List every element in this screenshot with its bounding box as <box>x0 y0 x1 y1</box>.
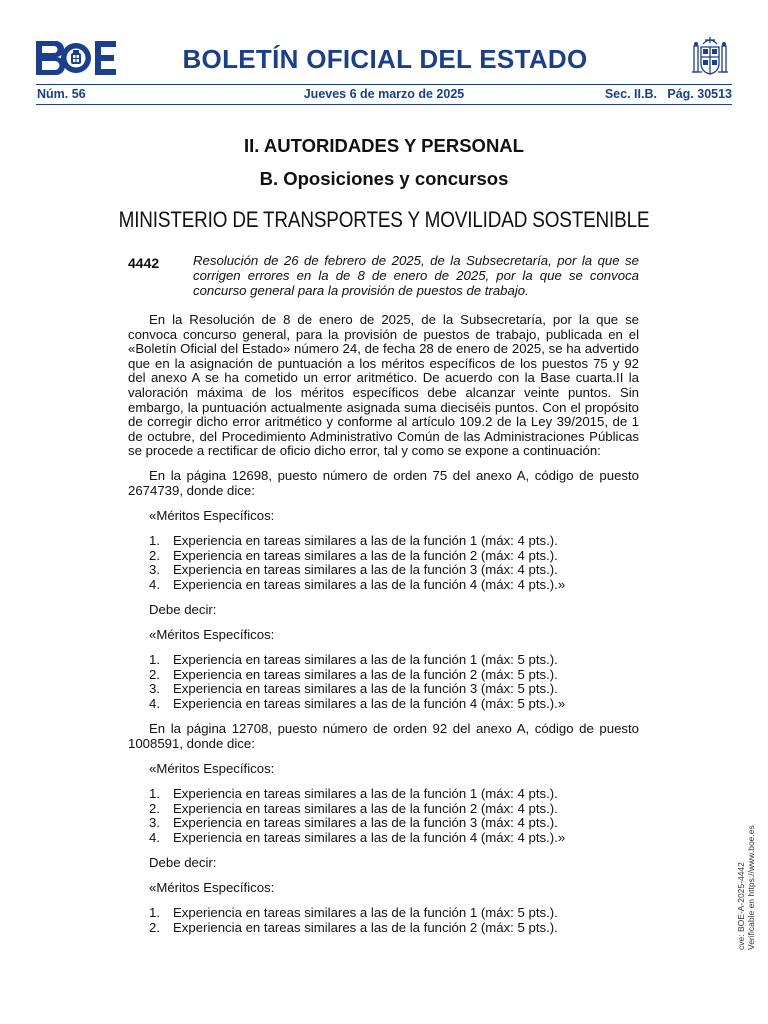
header-rule-top <box>36 84 732 85</box>
correction2-label-wrong: «Méritos Específicos: <box>149 760 275 776</box>
correction1-right-list <box>128 653 639 711</box>
issue-number: Núm. 56 <box>37 87 86 101</box>
cve-code: cve: BOE-A-2025-4442 <box>736 862 746 950</box>
masthead <box>36 38 734 82</box>
section-title: II. AUTORIDADES Y PERSONAL <box>244 135 524 156</box>
list-item: 1. Experiencia en tareas similares a las de la función 1 (máx: 4 pts.). <box>149 533 558 549</box>
list-item: 4. Experiencia en tareas similares a las de la función 4 (máx: 4 pts.).» <box>149 829 566 845</box>
list-item: 1. Experiencia en tareas similares a las de la función 1 (máx: 5 pts.). <box>149 652 558 668</box>
issue-date: Jueves 6 de marzo de 2025 <box>303 87 465 101</box>
correction2-wrong-list <box>128 787 639 845</box>
verify-link[interactable]: Verificable en https://www.boe.es <box>746 825 756 950</box>
list-item: 3. Experiencia en tareas similares a las de la función 3 (máx: 5 pts.). <box>149 681 558 697</box>
correction1-label-right: «Méritos Específicos: <box>149 627 275 643</box>
header-rule-bottom <box>36 104 732 105</box>
list-item: 2. Experiencia en tareas similares a las de la función 2 (máx: 5 pts.). <box>149 919 558 935</box>
correction1-wrong-list <box>128 534 639 592</box>
list-item: 3. Experiencia en tareas similares a las de la función 3 (máx: 4 pts.). <box>149 815 558 831</box>
section-subtitle: B. Oposiciones y concursos <box>259 168 509 189</box>
list-item: 2. Experiencia en tareas similares a las de la función 2 (máx: 5 pts.). <box>149 666 558 682</box>
section-page: Sec. II.B. Pág. 30513 <box>604 87 732 101</box>
ministry-title: MINISTERIO DE TRANSPORTES Y MOVILIDAD SOSTENIBLE <box>118 207 650 232</box>
correction2-label-right: «Méritos Específicos: <box>149 879 275 895</box>
correction2-intro: En la página 12708, puesto número de orden 92 del anexo A, código de puesto 1008591, donde dice: <box>128 721 639 751</box>
document-body <box>128 313 639 946</box>
list-item: 2. Experiencia en tareas similares a las de la función 2 (máx: 4 pts.). <box>149 800 558 816</box>
verification-sidebar <box>736 690 756 950</box>
correction1-intro: En la página 12698, puesto número de orden 75 del anexo A, código de puesto 2674739, donde dice: <box>128 468 639 499</box>
list-item: 1. Experiencia en tareas similares a las de la función 1 (máx: 4 pts.). <box>149 785 558 801</box>
correction2-should-say: Debe decir: <box>149 854 217 870</box>
list-item: 1. Experiencia en tareas similares a las de la función 1 (máx: 5 pts.). <box>149 905 558 920</box>
list-item: 4. Experiencia en tareas similares a las de la función 4 (máx: 5 pts.).» <box>149 696 566 712</box>
disposition-number: 4442 <box>128 255 160 271</box>
publication-title: BOLETÍN OFICIAL DEL ESTADO <box>182 44 588 74</box>
disposition-title: Resolución de 26 de febrero de 2025, de la Subsecretaría, por la que se corrigen errores en la de 8 de enero de 2025, por la que se convoca concurso general para la provisión de puestos de trabajo. <box>193 253 639 298</box>
list-item: 2. Experiencia en tareas similares a las de la función 2 (máx: 4 pts.). <box>149 547 558 563</box>
correction1-label-wrong: «Méritos Específicos: <box>149 508 275 524</box>
list-item: 3. Experiencia en tareas similares a las de la función 3 (máx: 4 pts.). <box>149 562 558 578</box>
correction1-should-say: Debe decir: <box>149 602 217 618</box>
correction2-right-list <box>128 906 639 935</box>
list-item: 4. Experiencia en tareas similares a las de la función 4 (máx: 4 pts.).» <box>149 577 566 592</box>
coat-of-arms-icon <box>690 36 730 78</box>
intro-paragraph: En la Resolución de 8 de enero de 2025, de la Subsecretaría, por la que se convoca concurso general, para la provisión de puestos de trabajo, publicada en el «Boletín Oficial del Estado» número 24, de fecha 28 de enero de 2025, se ha advertido que en la asignación de puntuación a los méritos específicos de los puestos 75 y 92 del anexo A se ha cometido un error aritmético. De acuerdo con la Base cuarta.II la valoración máxima de los méritos específicos debe alcanzar veinte puntos. Sin embargo, la puntuación actualmente asignada suma dieciséis puntos. Con el propósito de corregir dicho error aritmético y conforme al artículo 109.2 de la Ley 39/2015, de 1 de octubre, del Procedimiento Administrativo Común de las Administraciones Públicas se procede a rectificar de oficio dicho error, tal y como se expone a continuación: <box>128 312 639 459</box>
